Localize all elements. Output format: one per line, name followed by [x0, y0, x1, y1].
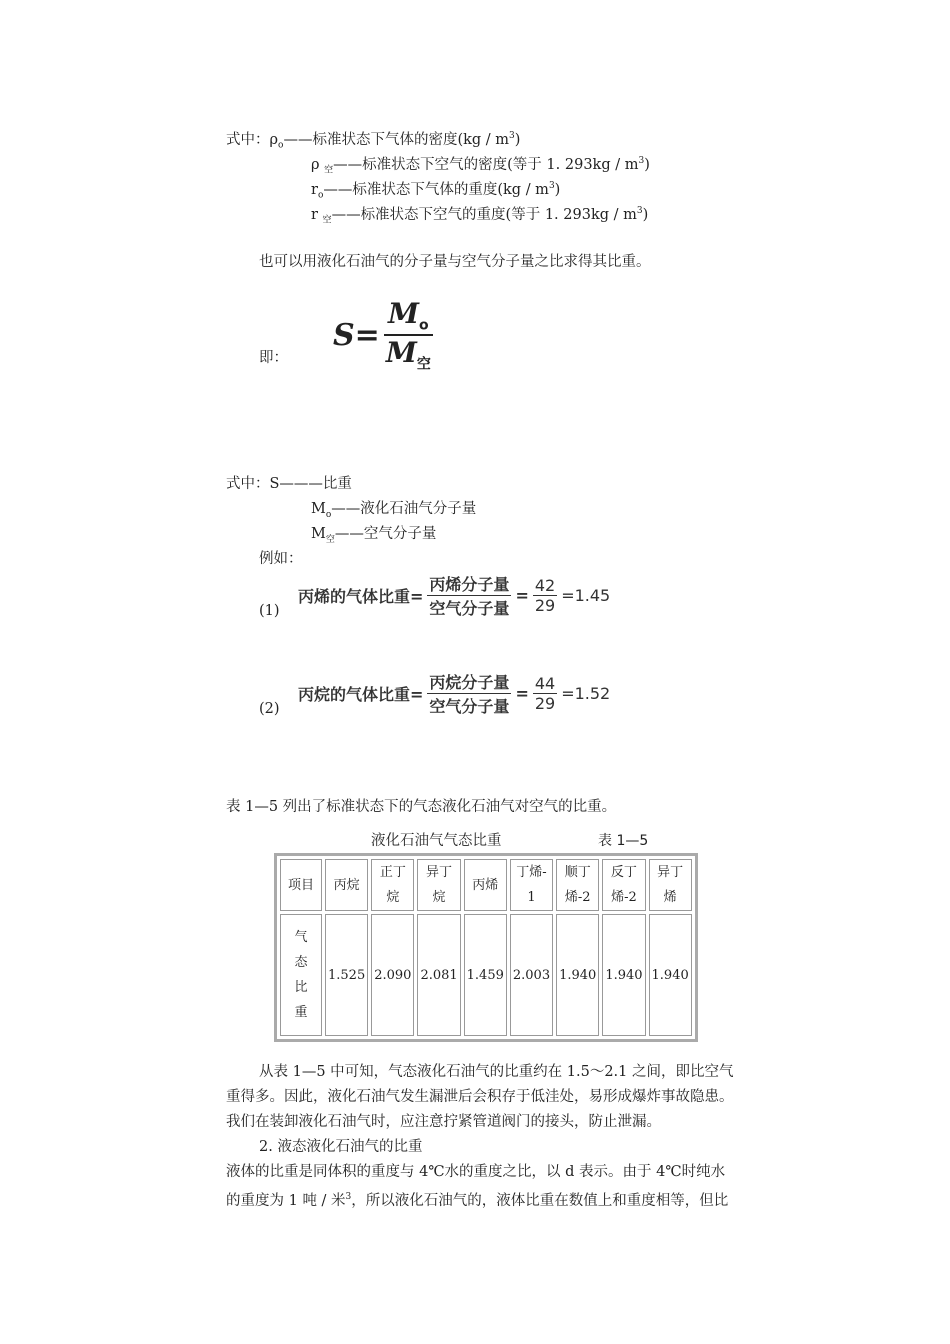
closing-paren: ) [514, 131, 521, 148]
table-data-row [280, 914, 692, 1036]
value-cell: 2.090 [371, 914, 414, 1036]
equation-numerator: 丙烷分子量 [429, 673, 510, 692]
definition-text: ——标准状态下气体的重度(kg / m [323, 181, 549, 198]
definition-line-weight-air [311, 201, 648, 231]
formula-numerator [386, 297, 431, 334]
header-cell-isobutylene: 异丁 烯 [649, 859, 692, 911]
header-cell-n-butane: 正丁 烷 [371, 859, 414, 911]
equation-fraction-words [427, 572, 511, 619]
equation-result: =1.45 [561, 586, 611, 605]
symbol-subscript: 空 [322, 215, 332, 226]
symbol-r: r [311, 181, 318, 198]
equation-numerator: 丙烯分子量 [429, 575, 510, 594]
header-cell-cis-2-butene: 顺丁 烯-2 [556, 859, 599, 911]
paragraph-conclusion-line-3: 我们在装卸液化石油气时，应注意拧紧管道阀门的接头，防止泄漏。 [226, 1114, 661, 1130]
value-cell: 2.081 [417, 914, 460, 1036]
example-label-1: (1) [259, 603, 280, 619]
value-cell: 1.459 [464, 914, 507, 1036]
header-cell-1-butene: 丁烯- 1 [510, 859, 553, 911]
gas-specific-gravity-table [274, 853, 698, 1042]
denominator-symbol: M [385, 335, 417, 369]
value-cell: 1.940 [602, 914, 645, 1036]
definition-text: ——标准状态下空气的密度(等于 1. 293kg / m [333, 156, 639, 173]
definition-line-s: 式中：S———比重 [226, 476, 352, 492]
table-intro: 表 1—5 列出了标准状态下的气态液化石油气对空气的比重。 [226, 799, 617, 815]
symbol-subscript: o [278, 140, 284, 151]
header-cell-propane: 丙烷 [325, 859, 368, 911]
paragraph-conclusion-line-2: 重得多。因此，液化石油气发生漏泄后会积存于低洼处，易形成爆炸事故隐患。 [226, 1089, 734, 1105]
symbol-m: M [311, 501, 326, 517]
formula-lead: 即： [259, 350, 288, 366]
header-cell-isobutane: 异丁 烷 [417, 859, 460, 911]
symbol-subscript: o [325, 509, 332, 520]
equation-lhs: 丙烷的气体比重= [298, 685, 424, 704]
symbol-r: r [311, 206, 318, 223]
denominator-subscript: 空 [416, 356, 431, 373]
symbol-subscript: 空 [325, 534, 335, 545]
unit-superscript: 3 [509, 131, 515, 141]
symbol-subscript: 空 [324, 165, 334, 176]
value-cell: 1.940 [649, 914, 692, 1036]
definition-text: ——标准状态下空气的重度(等于 1. 293kg / m [331, 206, 637, 223]
text-segment: 的重度为 1 吨 / 米 [226, 1192, 346, 1209]
specific-gravity-formula [333, 297, 437, 373]
symbol-rho: ρ [311, 156, 320, 173]
equation-numerator-number: 44 [534, 674, 556, 693]
value-cell: 1.940 [556, 914, 599, 1036]
equation-denominator: 空气分子量 [427, 693, 511, 717]
equation-fraction-numbers [533, 674, 557, 713]
unit-superscript: 3 [548, 181, 555, 191]
formula-fraction [384, 297, 433, 373]
text-segment: ，所以液化石油气的，液体比重在数值上和重度相等，但比 [351, 1192, 729, 1209]
equation-denominator: 空气分子量 [427, 595, 511, 619]
symbol-rho: ρ [269, 131, 279, 148]
paragraph-molecular-ratio: 也可以用液化石油气的分子量与空气分子量之比求得其比重。 [259, 254, 651, 270]
example-label-2: (2) [259, 701, 280, 717]
example-equation-propylene [298, 572, 610, 619]
formula-lhs: S= [333, 317, 380, 353]
definition-text: ——标准状态下气体的密度(kg / m [283, 131, 510, 148]
closing-paren: ) [642, 206, 649, 223]
definition-line-mo [311, 499, 476, 525]
closing-paren: ) [644, 156, 650, 173]
unit-superscript: 3 [636, 206, 643, 216]
definition-prefix: 式中： [226, 131, 270, 148]
definition-text: ——空气分子量 [334, 526, 437, 542]
section-heading: 2. 液态液化石油气的比重 [259, 1139, 423, 1155]
paragraph-conclusion-line-1: 从表 1—5 中可知，气态液化石油气的比重约在 1.5～2.1 之间，即比空气 [259, 1064, 734, 1080]
definition-text: ——液化石油气分子量 [331, 501, 477, 517]
unit-superscript: 3 [638, 156, 645, 166]
header-cell-item: 项目 [280, 859, 322, 911]
formula-denominator [384, 334, 433, 374]
symbol-m: M [311, 526, 326, 542]
equals-sign: = [515, 684, 529, 703]
header-cell-trans-2-butene: 反丁 烯-2 [602, 859, 645, 911]
equation-numerator-number: 42 [534, 576, 556, 595]
table-title: 液化石油气气态比重 [371, 833, 502, 849]
equation-denominator-number: 29 [534, 596, 556, 615]
symbol-subscript: o [317, 190, 324, 201]
numerator-subscript: o [419, 317, 429, 334]
numerator-symbol: M [388, 297, 419, 330]
closing-paren: ) [554, 181, 561, 198]
equation-lhs: 丙烯的气体比重= [298, 587, 424, 606]
definition-line-mair [311, 524, 436, 550]
value-cell: 2.003 [510, 914, 553, 1036]
value-cell: 1.525 [325, 914, 368, 1036]
equals-sign: = [515, 586, 529, 605]
equation-fraction-words [427, 670, 511, 717]
header-cell-propylene: 丙烯 [464, 859, 507, 911]
paragraph-liquid-line-1: 液体的比重是同体积的重度与 4℃水的重度之比，以 d 表示。由于 4℃时纯水 [226, 1164, 726, 1180]
unit-superscript: 3 [345, 1192, 352, 1202]
table-number: 表 1—5 [598, 833, 649, 849]
example-lead: 例如： [259, 551, 303, 567]
equation-fraction-numbers [533, 576, 557, 615]
equation-denominator-number: 29 [534, 694, 556, 713]
paragraph-liquid-line-2 [226, 1187, 728, 1211]
example-equation-propane [298, 670, 610, 717]
equation-result: =1.52 [561, 684, 611, 703]
row-label-gas-gravity: 气 态 比 重 [280, 914, 322, 1036]
table-header-row [280, 859, 692, 911]
